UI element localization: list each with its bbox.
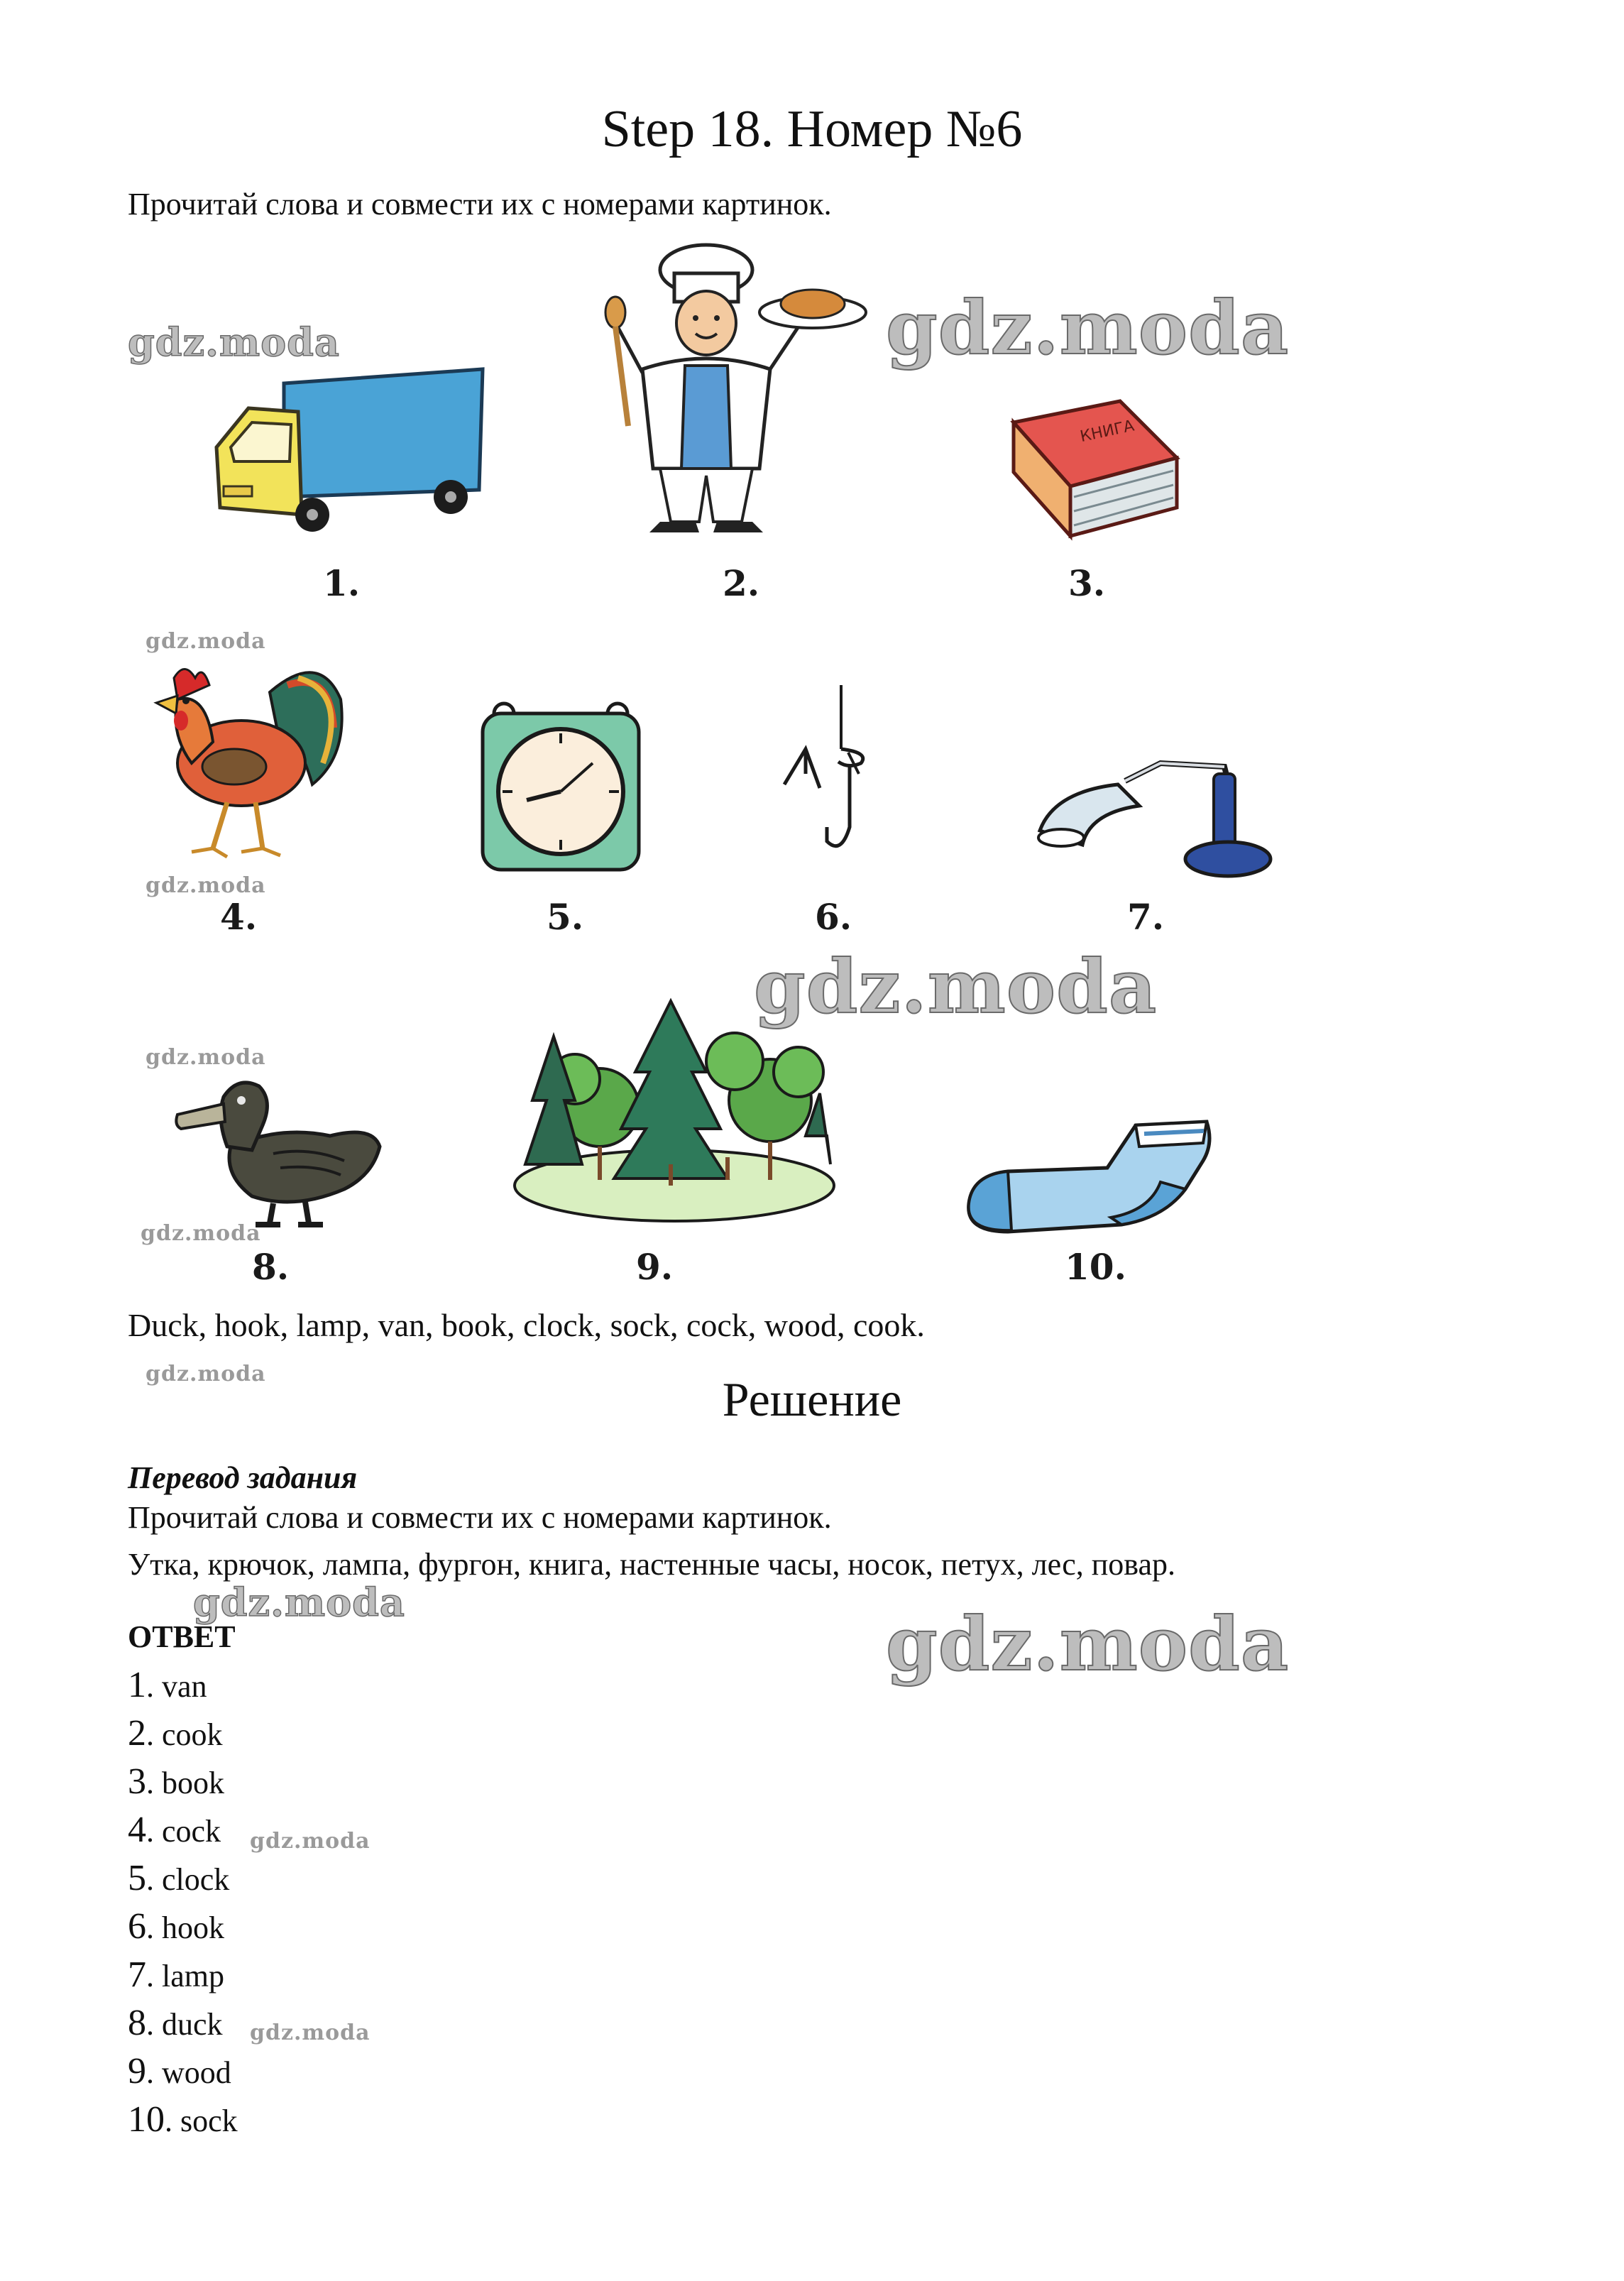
answer-number: 6 — [128, 1906, 146, 1947]
watermark: gdz.moda — [250, 2020, 371, 2045]
answer-item: 6. hook — [128, 1906, 224, 1947]
watermark: gdz.moda — [886, 284, 1290, 371]
answer-number: 7 — [128, 1954, 146, 1995]
page-title: Step 18. Номер №6 — [601, 100, 1023, 158]
picture-number: 9. — [636, 1246, 674, 1288]
answer-item: 2. cook — [128, 1713, 223, 1754]
book-cover-label: КНИГА — [1078, 417, 1136, 447]
answer-item: 5. clock — [128, 1858, 230, 1898]
picture-number: 8. — [252, 1246, 290, 1288]
watermark: gdz.moda — [193, 1580, 405, 1625]
answer-word: lamp — [162, 1959, 224, 1993]
picture-number: 4. — [220, 896, 258, 938]
translation-line: Прочитай слова и совмести их с номерами картинок. — [128, 1500, 832, 1535]
watermark: gdz.moda — [250, 1829, 371, 1854]
picture-number: 3. — [1068, 562, 1106, 604]
answer-item: 7. lamp — [128, 1954, 224, 1995]
rooster-icon — [135, 650, 355, 863]
answer-item: 4. cock — [128, 1810, 221, 1850]
answer-number: 3 — [128, 1761, 146, 1802]
answer-number: 10 — [128, 2099, 165, 2140]
answer-word: van — [162, 1669, 207, 1704]
clock-icon — [476, 692, 646, 877]
answer-number: 4 — [128, 1810, 146, 1850]
picture-number: 1. — [323, 562, 361, 604]
answer-item: 1. van — [128, 1665, 207, 1705]
picture-number: 5. — [547, 896, 584, 938]
watermark: gdz.moda — [146, 873, 266, 898]
answer-heading: ОТВЕТ — [128, 1619, 236, 1654]
picture-number: 7. — [1127, 896, 1165, 938]
book-icon — [1006, 394, 1184, 547]
answer-item: 10. sock — [128, 2099, 238, 2140]
answer-word: cock — [162, 1814, 221, 1849]
answer-item: 3. book — [128, 1761, 224, 1802]
answer-word: cook — [162, 1717, 223, 1752]
answer-word: book — [162, 1766, 224, 1800]
picture-number: 6. — [815, 896, 852, 938]
word-list: Duck, hook, lamp, van, book, clock, sock, cock, wood, cook. — [128, 1307, 925, 1343]
cook-icon — [600, 241, 869, 540]
watermark: gdz.moda — [146, 1045, 266, 1070]
lamp-icon — [1033, 753, 1274, 880]
van-icon — [206, 355, 490, 547]
duck-icon — [167, 1068, 380, 1232]
forest-icon — [515, 994, 834, 1221]
watermark: gdz.moda — [141, 1221, 261, 1246]
translation-line: Утка, крючок, лампа, фургон, книга, настенные часы, носок, петух, лес, повар. — [128, 1547, 1176, 1582]
hook-icon — [770, 685, 898, 870]
answer-number: 9 — [128, 2051, 146, 2091]
answer-number: 2 — [128, 1713, 146, 1754]
watermark: gdz.moda — [146, 629, 266, 654]
answer-word: duck — [162, 2007, 223, 2042]
answer-list — [128, 1661, 238, 2144]
answer-word: wood — [162, 2055, 231, 2090]
answer-item: 8. duck — [128, 2003, 223, 2043]
answer-number: 5 — [128, 1858, 146, 1898]
answer-number: 8 — [128, 2003, 146, 2043]
solution-heading: Решение — [722, 1372, 902, 1426]
watermark: gdz.moda — [128, 319, 340, 365]
sock-icon — [958, 1111, 1228, 1239]
task-instruction: Прочитай слова и совмести их с номерами картинок. — [128, 187, 832, 221]
answer-word: clock — [162, 1862, 230, 1897]
answer-number: 1 — [128, 1665, 146, 1705]
translation-heading: Перевод задания — [128, 1460, 358, 1495]
watermark: gdz.moda — [886, 1600, 1290, 1687]
answer-item: 9. wood — [128, 2051, 231, 2091]
answer-word: hook — [162, 1910, 224, 1945]
answer-word: sock — [180, 2104, 238, 2138]
picture-number: 10. — [1065, 1246, 1126, 1288]
picture-number: 2. — [723, 562, 760, 604]
watermark: gdz.moda — [146, 1362, 266, 1386]
watermark: gdz.moda — [754, 943, 1158, 1030]
